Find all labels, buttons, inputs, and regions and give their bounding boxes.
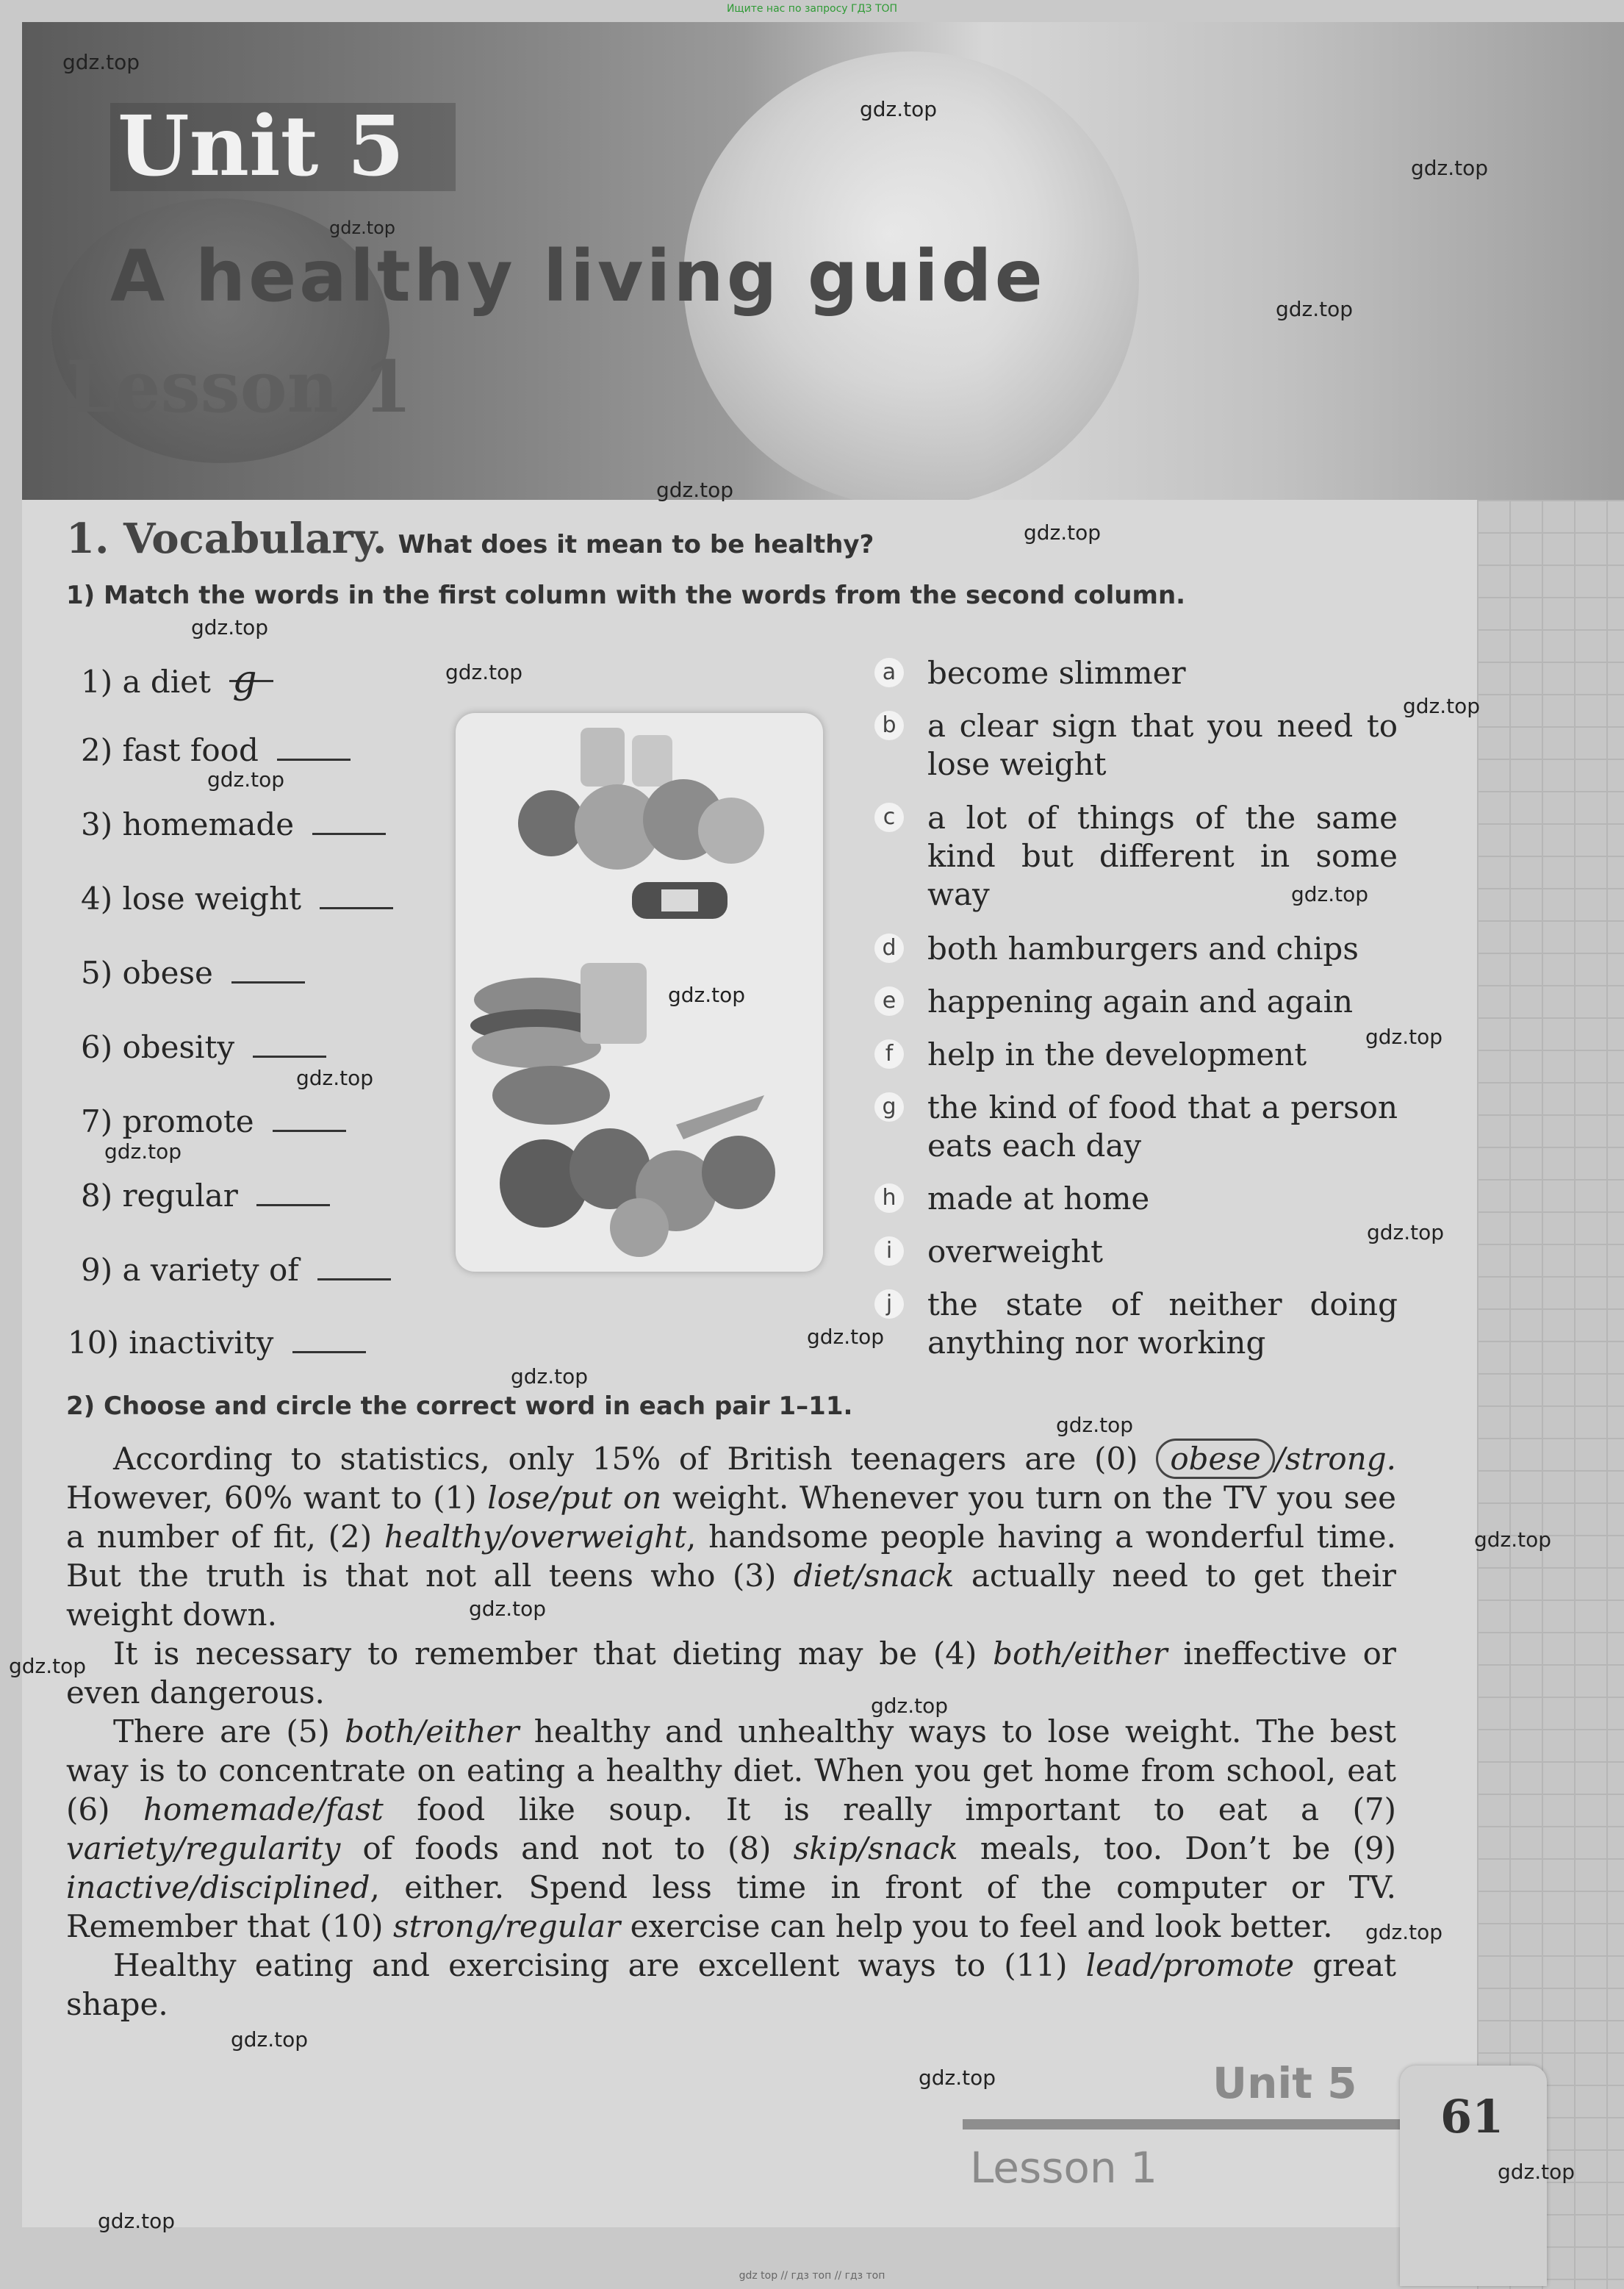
word-choice[interactable]: strong/regular [392,1908,621,1944]
watermark: gdz.top [1365,1920,1443,1944]
word-choice[interactable]: skip/snack [793,1830,958,1866]
word-choice[interactable]: both/either [345,1713,520,1749]
task-1-instructions: 1) Match the words in the first column with the words from the second column. [66,581,1186,610]
watermark: gdz.top [1474,1527,1552,1552]
letter-badge: h [874,1183,904,1213]
handwritten-answer: g [232,658,257,702]
answer-blank[interactable] [277,737,351,761]
left-item: 3) homemade [81,806,386,842]
paragraph: It is necessary to remember that dieting may be (4) both/either ineffective or even dangerous. [66,1636,1396,1711]
answer-blank[interactable] [256,1182,330,1206]
word-choice[interactable]: homemade/fast [143,1791,384,1827]
left-item: 4) lose weight [81,881,393,917]
circled-answer: obese [1156,1439,1274,1479]
watermark: gdz.top [1276,297,1354,321]
section-subtitle: What does it mean to be healthy? [398,530,874,559]
definition-item: the kind of food that a person eats each day [927,1089,1398,1164]
word-choice[interactable]: lead/promote [1085,1947,1295,1983]
footer-lesson: Lesson 1 [970,2143,1157,2193]
watermark: gdz.top [231,2027,309,2052]
paragraph: Healthy eating and exercising are excellent ways to (11) lead/promote great shape. [66,1947,1396,2022]
page-number: 61 [1440,2090,1504,2143]
page-title: A healthy living guide [110,235,1046,318]
letter-badge: a [874,658,904,687]
watermark: gdz.top [1367,1220,1445,1244]
section-heading [66,515,874,563]
watermark: gdz.top [1403,694,1481,718]
left-item: 7) promote [81,1103,346,1139]
watermark: gdz.top [445,660,523,684]
watermark: gdz.top [860,97,938,121]
watermark: gdz.top [656,478,734,502]
watermark: gdz.top [1024,520,1102,545]
letter-badge: i [874,1236,904,1266]
definition-item: the state of neither doing anything nor working [927,1286,1398,1361]
reading-passage [66,1439,1396,2024]
definition-item: made at home [927,1181,1150,1217]
letter-badge: b [874,711,904,740]
definition-item: a clear sign that you need to lose weight [927,708,1398,782]
answer-blank[interactable] [320,885,393,909]
watermark: gdz.top [62,50,140,74]
healthy-food-photo [456,713,823,1272]
answer-blank[interactable] [273,1108,346,1132]
definition-item: help in the development [927,1036,1307,1072]
watermark: gdz.top [104,1139,182,1164]
paragraph: According to statistics, only 15% of British teenagers are (0) obese /strong. However, 60% want to (1) lose/put on weight. Whenever you turn on the TV you see a number of fit, (2) healthy/overweight, handsome people having a wonderful time. But the truth is that not all teens who (3) diet/snack actually need to get their weight down. [66,1439,1396,1634]
left-item: 1) a diet g [81,658,273,700]
definition-item: both hamburgers and chips [927,931,1359,967]
lesson-title: Lesson 1 [66,345,412,429]
watermark: gdz.top [1291,882,1369,906]
watermark: gdz.top [191,615,269,640]
letter-badge: c [874,803,904,832]
left-item: 6) obesity [81,1029,326,1065]
bottom-note: gdz top // гдз топ // гдз топ [739,2270,885,2282]
definition-item: happening again and again [927,984,1354,1020]
word-choice[interactable]: inactive/disciplined [66,1869,370,1905]
unit-title: Unit 5 [110,103,456,191]
word-choice[interactable]: both/either [993,1636,1168,1672]
letter-badge: f [874,1039,904,1069]
section-number-title: 1. Vocabulary. [66,515,387,563]
answer-blank[interactable] [292,1329,366,1353]
definition-item: a lot of things of the same kind but different in some way [927,800,1398,912]
watermark: gdz.top [329,218,396,238]
left-item: 10) inactivity [68,1325,366,1361]
letter-badge: e [874,986,904,1016]
answer-blank[interactable] [253,1034,326,1058]
grid-margin [1477,500,1624,2289]
food-illustration-icon [456,713,823,1272]
top-note: Ищите нас по запросу ГДЗ ТОП [726,3,898,15]
definition-item: overweight [927,1233,1103,1269]
watermark: gdz.top [98,2209,176,2233]
watermark: gdz.top [807,1325,885,1349]
watermark: gdz.top [871,1694,949,1718]
task-2-instructions: 2) Choose and circle the correct word in each pair 1–11. [66,1391,853,1421]
word-choice[interactable]: lose/put on [487,1480,662,1516]
answer-blank[interactable] [317,1256,391,1280]
watermark: gdz.top [207,767,285,792]
answer-blank[interactable] [231,959,305,984]
left-item: 5) obese [81,955,305,991]
definition-item: become slimmer [927,655,1186,691]
watermark: gdz.top [469,1597,547,1621]
watermark: gdz.top [1056,1413,1134,1437]
word-choice[interactable]: variety/regularity [66,1830,341,1866]
letter-badge: j [874,1289,904,1319]
letter-badge: g [874,1092,904,1122]
watermark: gdz.top [919,2066,996,2090]
answer-blank[interactable] [312,811,386,835]
watermark: gdz.top [1411,156,1489,180]
paragraph: There are (5) both/either healthy and unhealthy ways to lose weight. The best way is to concentrate on eating a healthy diet. When you get home from school, eat (6) homemade/fast food like soup. It is really important to eat a (7) variety/regularity of foods and not to (8) skip/snack meals, too. Don’t be (9) inactive/disciplined, either. Spend less time in front of the computer or TV. Remember that (10) strong/regular exercise can help you to feel and look better. [66,1713,1396,1944]
left-item: 9) a variety of [81,1252,391,1288]
word-choice[interactable]: healthy/overweight [384,1519,687,1555]
footer-unit: Unit 5 [1212,2058,1357,2108]
watermark: gdz.top [1498,2160,1576,2184]
word-choice[interactable]: diet/snack [793,1558,955,1594]
footer-divider [963,2119,1418,2129]
watermark: gdz.top [511,1364,589,1389]
left-item: 8) regular [81,1178,330,1214]
watermark: gdz.top [9,1654,87,1678]
watermark: gdz.top [296,1066,374,1090]
left-item: 2) fast food [81,732,351,768]
watermark: gdz.top [1365,1025,1443,1049]
watermark: gdz.top [668,983,746,1007]
letter-badge: d [874,934,904,963]
